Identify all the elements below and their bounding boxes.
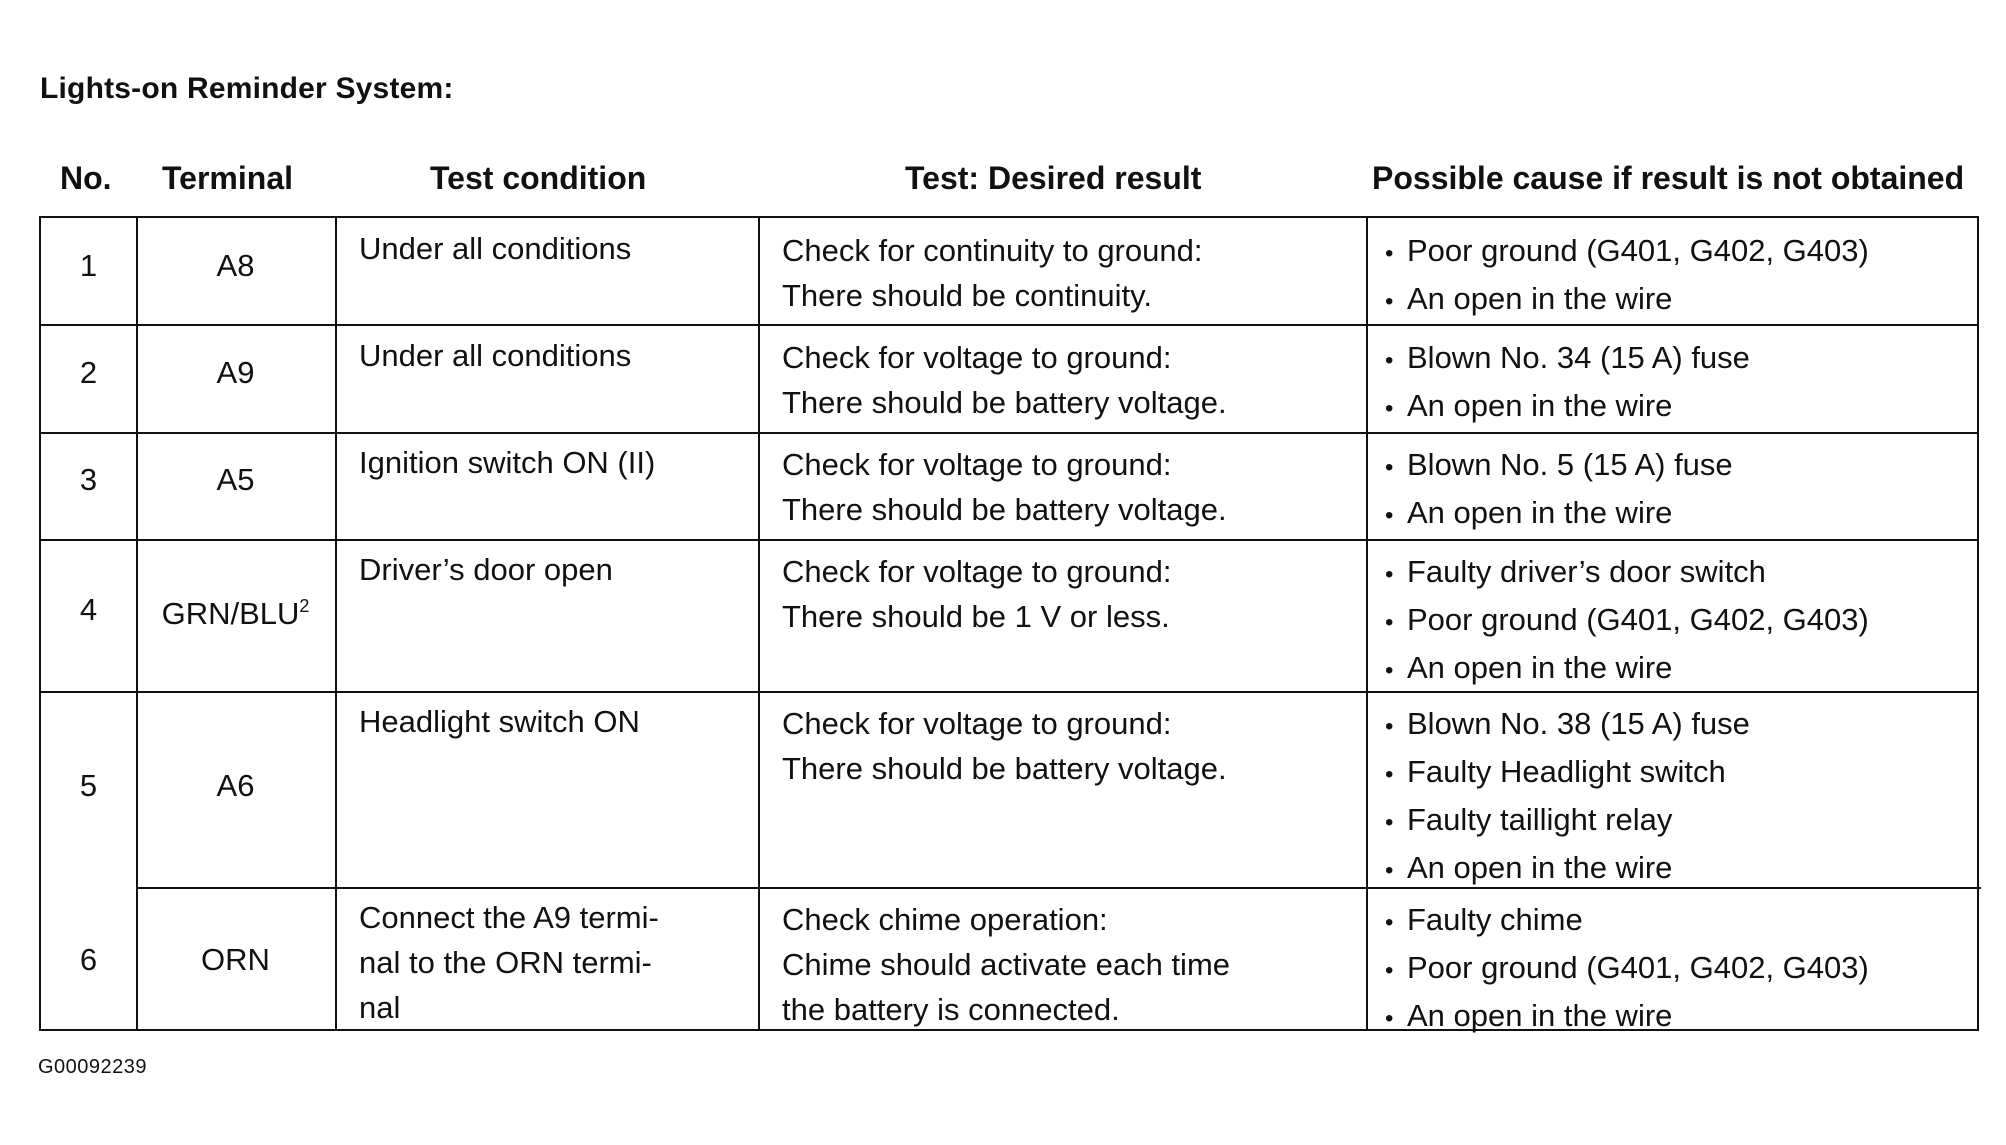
terminal-label: GRN/BLU$^2$ bbox=[161, 596, 310, 631]
list-item: • An open in the wire bbox=[1385, 645, 1869, 693]
list-item: • Blown No. 5 (15 A) fuse bbox=[1385, 442, 1733, 490]
list-item: • An open in the wire bbox=[1385, 490, 1733, 538]
list-item: • Faulty chime bbox=[1385, 897, 1869, 945]
row-number: 1 bbox=[79, 248, 98, 283]
header-possible-cause: Possible cause if result is not obtained bbox=[1372, 160, 1965, 196]
list-item: • An open in the wire bbox=[1385, 383, 1750, 431]
test-condition: Driver’s door open bbox=[359, 552, 613, 587]
list-item: • Faulty Headlight switch bbox=[1385, 749, 1750, 797]
row-number: 3 bbox=[79, 462, 98, 497]
terminal-label: A6 bbox=[216, 768, 255, 803]
header-terminal: Terminal bbox=[162, 160, 293, 196]
terminal-label: ORN bbox=[201, 942, 270, 977]
possible-causes bbox=[1385, 442, 1733, 538]
list-item: • An open in the wire bbox=[1385, 993, 1869, 1041]
header-desired-result: Test: Desired result bbox=[905, 160, 1202, 196]
possible-causes bbox=[1385, 549, 1869, 693]
test-condition: Connect the A9 termi- nal to the ORN termi- nal bbox=[359, 900, 659, 1025]
possible-causes bbox=[1385, 335, 1750, 431]
desired-result: Check for voltage to ground: There should be 1 V or less. bbox=[782, 554, 1172, 634]
divider-h bbox=[41, 324, 1977, 326]
list-item: • Poor ground (G401, G402, G403) bbox=[1385, 945, 1869, 993]
row-number: 2 bbox=[79, 355, 98, 390]
list-item: • Blown No. 34 (15 A) fuse bbox=[1385, 335, 1750, 383]
terminal-label: A5 bbox=[216, 462, 255, 497]
divider-h bbox=[41, 432, 1977, 434]
test-table bbox=[39, 216, 1979, 1031]
list-item: • Faulty driver’s door switch bbox=[1385, 549, 1869, 597]
header-test-condition: Test condition bbox=[430, 160, 647, 196]
desired-result: Check for continuity to ground: There should be continuity. bbox=[782, 233, 1203, 313]
desired-result: Check for voltage to ground: There should be battery voltage. bbox=[782, 340, 1227, 420]
divider-h bbox=[41, 539, 1977, 541]
row-number: 4 bbox=[79, 592, 98, 627]
divider-v bbox=[1366, 218, 1368, 1029]
list-item: • An open in the wire bbox=[1385, 276, 1869, 324]
list-item: • Poor ground (G401, G402, G403) bbox=[1385, 597, 1869, 645]
list-item: • Poor ground (G401, G402, G403) bbox=[1385, 228, 1869, 276]
list-item: • An open in the wire bbox=[1385, 845, 1750, 893]
divider-v bbox=[758, 218, 760, 1029]
figure-id: G00092239 bbox=[38, 1056, 148, 1078]
terminal-label: A9 bbox=[216, 355, 255, 390]
header-no: No. bbox=[60, 160, 112, 196]
possible-causes bbox=[1385, 897, 1869, 1041]
divider-v bbox=[335, 218, 337, 1029]
list-item: • Faulty taillight relay bbox=[1385, 797, 1750, 845]
row-number: 6 bbox=[79, 942, 98, 977]
test-condition: Headlight switch ON bbox=[359, 704, 640, 739]
row-number: 5 bbox=[79, 768, 98, 803]
section-title: Lights-on Reminder System: bbox=[40, 72, 454, 105]
desired-result: Check for voltage to ground: There should be battery voltage. bbox=[782, 447, 1227, 527]
test-condition: Under all conditions bbox=[359, 338, 632, 373]
list-item: • Blown No. 38 (15 A) fuse bbox=[1385, 701, 1750, 749]
test-condition: Under all conditions bbox=[359, 231, 632, 266]
terminal-label: A8 bbox=[216, 248, 255, 283]
desired-result: Check chime operation: Chime should activate each time the battery is connected. bbox=[782, 902, 1231, 1027]
test-condition: Ignition switch ON (II) bbox=[359, 445, 656, 480]
possible-causes bbox=[1385, 228, 1869, 324]
desired-result: Check for voltage to ground: There should be battery voltage. bbox=[782, 706, 1227, 786]
possible-causes bbox=[1385, 701, 1750, 893]
